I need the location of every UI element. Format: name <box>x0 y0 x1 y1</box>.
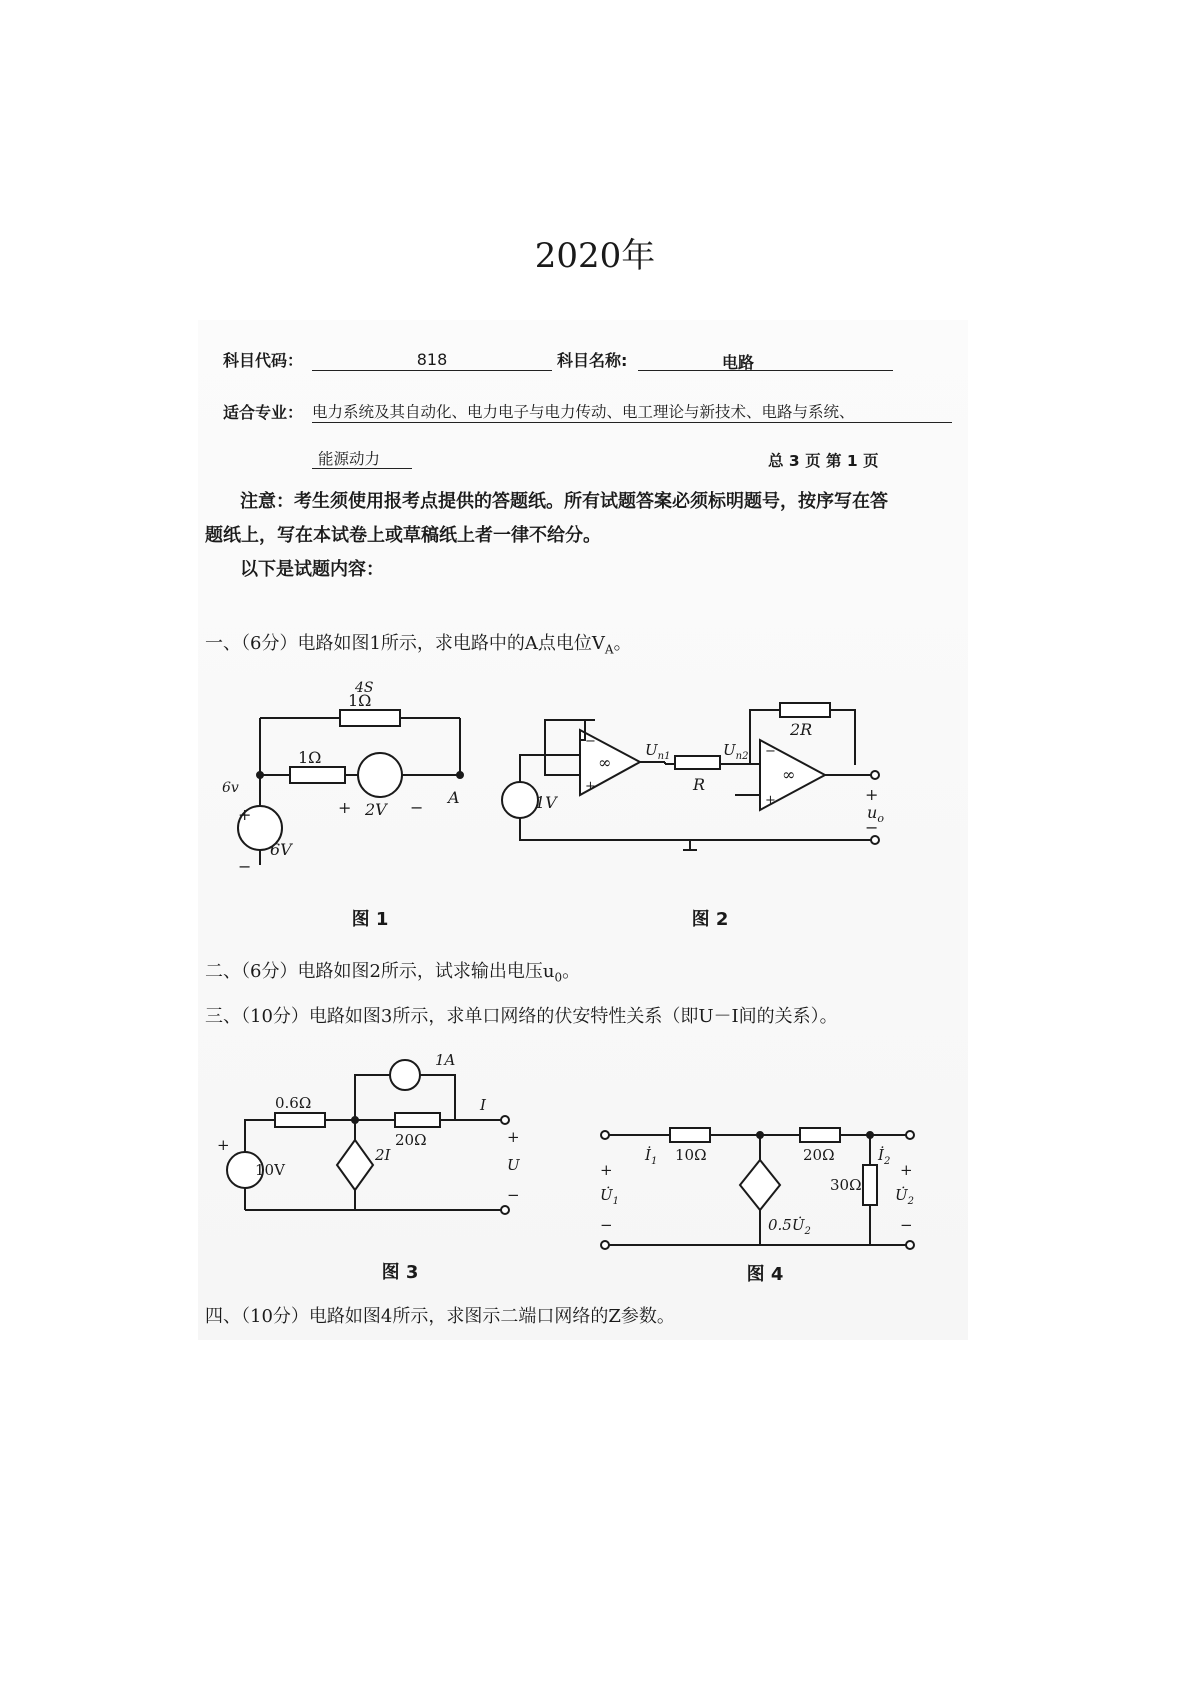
fig2-out-plus: + <box>865 785 879 804</box>
majors-underline2 <box>312 468 412 469</box>
fig3-plus-v: + <box>217 1136 230 1154</box>
fig3-dependent-source <box>337 1140 373 1190</box>
fig1-voltage-source-2v <box>358 753 402 797</box>
fig2-opamp2-plus: + <box>765 793 776 808</box>
fig2-terminal-out <box>871 771 879 779</box>
figure-1-caption: 图 1 <box>351 909 389 930</box>
question-2-text: 二、（6分）电路如图2所示，试求输出电压u <box>205 961 555 982</box>
fig2-opamp1-plus: + <box>585 779 596 794</box>
fig3-current-source-1a <box>390 1060 420 1090</box>
fig2-wire-ground <box>520 818 875 840</box>
majors-line1: 电力系统及其自动化、电力电子与电力传动、电工理论与新技术、电路与系统、 <box>312 403 855 421</box>
fig4-label-u2: $U̇_2$ <box>895 1186 915 1207</box>
fig3-resistor-20 <box>395 1113 440 1127</box>
fig1-handwriting-6v: 6v <box>222 780 239 796</box>
fig3-plus-u: + <box>507 1128 520 1146</box>
fig1-label-6v: 6V <box>270 840 292 859</box>
question-4: 四、（10分）电路如图4所示，求图示二端口网络的Z参数。 <box>205 1306 675 1327</box>
fig4-minus-u2: − <box>900 1216 913 1234</box>
fig4-terminal-2-top <box>906 1131 914 1139</box>
fig3-minus-u: − <box>507 1186 520 1204</box>
fig4-label-i1: $İ_1$ <box>645 1146 658 1167</box>
fig1-label-r-top: 1Ω <box>348 691 372 710</box>
fig1-resistor-top <box>340 710 400 726</box>
figure-4-caption: 图 4 <box>746 1264 784 1285</box>
fig2-out-minus: − <box>865 818 879 837</box>
fig3-resistor-06 <box>275 1113 325 1127</box>
fig4-label-dep: $0.5U̇_2$ <box>768 1216 811 1237</box>
fig3-label-20: 20Ω <box>395 1131 427 1149</box>
question-2-end: 。 <box>562 961 581 982</box>
majors-label: 适合专业： <box>223 403 304 422</box>
majors-underline1 <box>312 422 952 423</box>
figure-2 <box>525 700 885 870</box>
fig3-label-10v: 10V <box>255 1161 285 1179</box>
fig2-label-2r: 2R <box>790 720 813 739</box>
fig4-node-r30 <box>867 1132 873 1138</box>
fig4-resistor-10 <box>670 1128 710 1142</box>
fig4-label-30: 30Ω <box>830 1176 862 1194</box>
fig1-minus-6v: − <box>238 857 252 876</box>
question-1-sub: A <box>604 642 614 657</box>
subject-code: 818 <box>416 350 448 369</box>
question-2-sub: 0 <box>554 970 563 985</box>
fig2-resistor-r <box>675 756 720 769</box>
figure-3 <box>217 1051 545 1240</box>
subject-code-label: 科目代码： <box>223 351 304 370</box>
fig4-dependent-source <box>740 1160 780 1210</box>
fig4-terminal-1-bottom <box>601 1241 609 1249</box>
fig2-terminal-ground <box>871 836 879 844</box>
notice-line2: 题纸上，写在本试卷上或草稿纸上者一律不给分。 <box>205 525 601 546</box>
subject-name: 电路 <box>721 353 754 372</box>
fig4-minus-u1: − <box>600 1216 613 1234</box>
fig3-terminal-bottom <box>501 1206 509 1214</box>
fig2-opamp1-minus: − <box>585 734 596 749</box>
fig4-label-20: 20Ω <box>803 1146 835 1164</box>
fig2-wire-noninv1 <box>520 755 580 782</box>
notice-line1: 注意：考生须使用报考点提供的答题纸。所有试题答案必须标明题号，按序写在答 <box>240 491 888 512</box>
question-1-text: 一、（6分）电路如图1所示，求电路中的A点电位V <box>205 633 605 654</box>
fig4-label-u1: $U̇_1$ <box>600 1186 620 1207</box>
question-2 <box>205 957 580 985</box>
fig4-resistor-30 <box>863 1165 877 1205</box>
subject-name-label: 科目名称: <box>557 351 628 370</box>
fig1-node-left <box>257 772 263 778</box>
fig2-opamp1-inf: ∞ <box>598 753 612 772</box>
fig2-label-1v: 1V <box>535 793 557 812</box>
fig1-label-a: A <box>448 788 460 807</box>
fig4-label-i2: $İ_2$ <box>878 1146 891 1167</box>
question-3: 三、（10分）电路如图3所示，求单口网络的伏安特性关系（即U－I间的关系）。 <box>205 1006 838 1027</box>
fig4-plus-u2: + <box>900 1161 913 1179</box>
fig4-resistor-20 <box>800 1128 840 1142</box>
fig1-label-r-mid: 1Ω <box>298 748 322 767</box>
fig3-label-2i: 2I <box>375 1146 391 1164</box>
fig4-plus-u1: + <box>600 1161 613 1179</box>
fig1-resistor-mid <box>290 767 345 783</box>
fig4-node-top <box>757 1132 763 1138</box>
fig1-handwriting-4s: 4S <box>355 680 374 696</box>
fig4-terminal-1-top <box>601 1131 609 1139</box>
page-info: 总 3 页 第 1 页 <box>768 452 879 470</box>
fig3-label-i: I <box>480 1096 486 1114</box>
fig2-out-label: $u_o$ <box>867 803 884 825</box>
fig4-label-10: 10Ω <box>675 1146 707 1164</box>
fig2-label-r: R <box>693 775 706 794</box>
question-1 <box>205 629 632 657</box>
figure-2-caption: 图 2 <box>691 909 729 930</box>
majors-line2: 能源动力 <box>318 450 381 468</box>
fig1-plus-6v: + <box>238 805 252 824</box>
fig1-label-2v: 2V <box>365 800 387 819</box>
fig2-node-un1: $U_{n1}$ <box>645 741 671 762</box>
fig3-label-06: 0.6Ω <box>275 1094 312 1112</box>
fig2-node-un2: $U_{n2}$ <box>723 741 749 762</box>
notice-line3: 以下是试题内容： <box>240 559 384 580</box>
fig3-label-u: U <box>507 1156 520 1174</box>
fig4-terminal-2-bottom <box>906 1241 914 1249</box>
fig2-opamp2-inf: ∞ <box>782 765 796 784</box>
fig1-node-a <box>457 772 463 778</box>
fig2-opamp2-minus: − <box>765 744 776 759</box>
fig2-voltage-source <box>502 782 538 818</box>
question-1-end: 。 <box>613 633 632 654</box>
fig1-plus-2v: + <box>338 798 352 817</box>
fig3-label-1a: 1A <box>435 1051 456 1069</box>
page-title: 2020年 <box>534 236 656 276</box>
fig1-minus-2v: − <box>410 798 424 817</box>
figure-4 <box>600 1115 920 1265</box>
fig3-node <box>352 1117 358 1123</box>
fig3-terminal-top <box>501 1116 509 1124</box>
subject-code-underline <box>312 370 552 371</box>
fig2-resistor-2r <box>780 703 830 717</box>
figure-3-caption: 图 3 <box>381 1262 419 1283</box>
figure-1 <box>222 680 530 876</box>
